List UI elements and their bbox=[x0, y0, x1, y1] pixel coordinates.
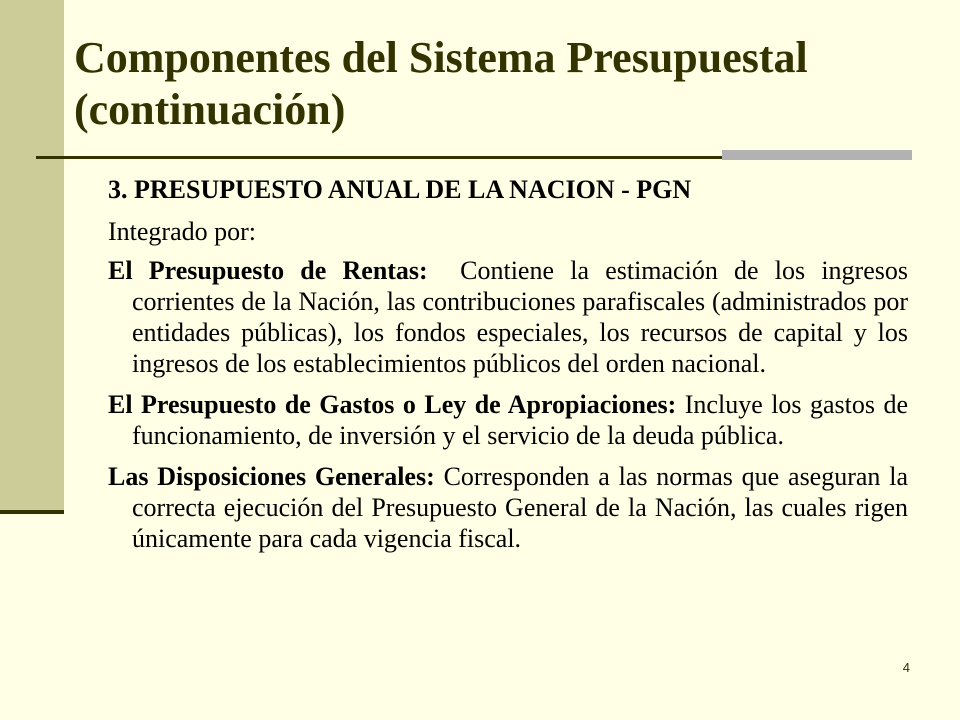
left-accent-bar-foot bbox=[0, 510, 64, 514]
slide-body bbox=[108, 174, 908, 564]
item-text: Contiene la estimación de los ingresos corrientes de la Nación, las contribuciones parafiscales (administrados por entidades públicas), los fondos especiales, los recursos de capital y los ingresos de los establecimientos públicos del orden nacional. bbox=[132, 256, 908, 378]
slide-title: Componentes del Sistema Presupuestal (continuación) bbox=[74, 33, 808, 134]
title-divider-accent bbox=[722, 150, 912, 160]
item-term: Las Disposiciones Generales: bbox=[108, 462, 435, 491]
item-term: El Presupuesto de Rentas: bbox=[108, 256, 428, 285]
list-item-presupuesto-gastos bbox=[108, 389, 908, 451]
list-item-disposiciones-generales bbox=[108, 461, 908, 554]
intro-text: Integrado por: bbox=[108, 217, 257, 246]
section-heading: 3. PRESUPUESTO ANUAL DE LA NACION - PGN bbox=[108, 175, 692, 204]
item-text: Corresponden a las normas que aseguran la correcta ejecución del Presupuesto General de la Nación, las cuales rigen únicamente para cada vigencia fiscal. bbox=[132, 462, 909, 553]
left-accent-bar bbox=[0, 0, 64, 512]
item-term: El Presupuesto de Gastos o Ley de Apropiaciones: bbox=[108, 390, 677, 419]
item-text: Incluye los gastos de funcionamiento, de inversión y el servicio de la deuda pública. bbox=[132, 390, 909, 450]
page-number: 4 bbox=[902, 660, 910, 675]
list-item-presupuesto-rentas bbox=[108, 255, 908, 379]
